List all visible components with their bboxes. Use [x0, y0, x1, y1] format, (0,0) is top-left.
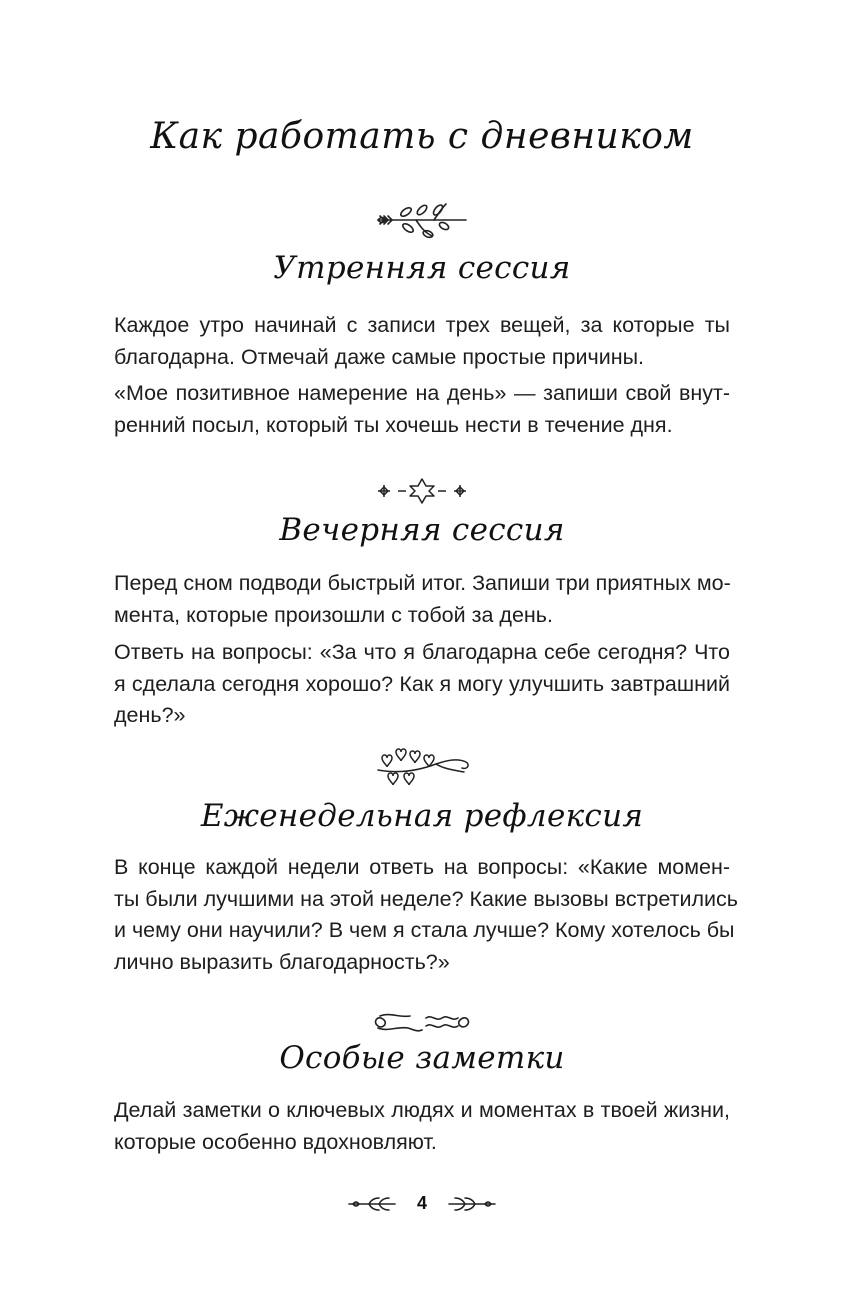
text-line: и чему они научили? В чем я стала лучше? Кому хотелось бы [114, 918, 735, 942]
text-line: я сделала сегодня хорошо? Как я могу улучшить завтрашний [114, 671, 730, 696]
page-title: Как работать с дневником [150, 116, 694, 157]
page-number: 4 [416, 1193, 427, 1213]
paragraph-notes-1 [114, 1095, 730, 1158]
paragraph-morning-1 [114, 310, 730, 373]
text-line: которые особенно вдохновляют. [114, 1129, 437, 1154]
page-footer [0, 1193, 844, 1214]
swirl-wave-icon [0, 1006, 844, 1036]
stars-icon [0, 476, 844, 506]
section-heading-evening: Вечерняя сессия [279, 512, 565, 548]
text-line: ты были лучшими на этой неделе? Какие вызовы встретились [114, 886, 738, 911]
paragraph-weekly-1 [114, 852, 738, 978]
hearts-vine-icon [0, 744, 844, 788]
text-line: В конце каждой недели ответь на вопросы: «Какие момен- [114, 855, 730, 879]
text-line: Ответь на вопросы: «За что я благодарна себе сегодня? Что [114, 640, 730, 664]
paragraph-evening-2 [114, 637, 730, 732]
text-line: Каждое утро начинай с записи трех вещей, за которые ты [114, 313, 730, 337]
text-line: Делай заметки о ключевых людях и моментах в твоей жизни, [114, 1098, 730, 1122]
section-heading-weekly: Еженедельная рефлексия [200, 798, 644, 834]
text-line: «Мое позитивное намерение на день» — запиши свой внут- [114, 381, 730, 405]
text-line: ренний посыл, который ты хочешь нести в течение дня. [114, 412, 673, 437]
leaf-sprig-right-icon [447, 1194, 497, 1214]
paragraph-evening-1 [114, 568, 730, 631]
leaf-sprig-left-icon [347, 1194, 397, 1214]
text-line: день?» [114, 703, 186, 727]
section-heading-morning: Утренняя сессия [273, 250, 571, 286]
leaf-branch-icon [0, 198, 844, 244]
text-line: благодарна. Отмечай даже самые простые причины. [114, 344, 645, 369]
section-heading-notes: Особые заметки [279, 1040, 565, 1076]
paragraph-morning-2 [114, 378, 730, 441]
text-line: Перед сном подводи быстрый итог. Запиши три приятных мо- [114, 571, 731, 595]
text-line: лично выразить благодарность?» [114, 949, 450, 974]
text-line: мента, которые произошли с тобой за день. [114, 602, 553, 627]
